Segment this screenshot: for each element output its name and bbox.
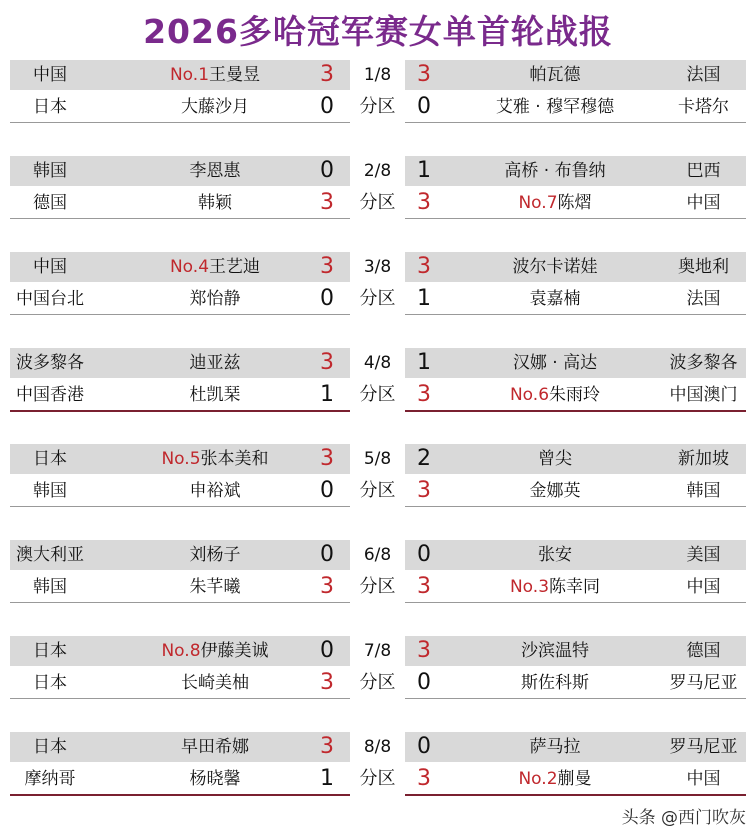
right-country: 美国: [686, 545, 721, 565]
section-label: 2/8: [363, 161, 392, 181]
left-name: 长崎美柚: [181, 673, 249, 693]
right-score: 0: [417, 542, 431, 567]
left-score: 3: [320, 670, 334, 695]
right-seed: No.7: [518, 193, 558, 213]
left-seed: No.5: [161, 449, 201, 469]
right-country: 法国: [686, 289, 721, 309]
left-player-name: [110, 444, 320, 474]
left-country: 日本: [33, 737, 67, 757]
match-group: [10, 156, 746, 220]
right-player: [405, 572, 746, 603]
left-player: [10, 284, 350, 315]
right-country: 德国: [686, 641, 721, 661]
left-seed: No.1: [169, 65, 210, 85]
left-country: 中国: [33, 65, 67, 85]
zone-label: 分区: [359, 96, 396, 117]
left-name: 早田希娜: [181, 737, 249, 757]
left-player-name: [110, 188, 320, 218]
left-player-name: [110, 732, 320, 762]
section-label: 7/8: [363, 641, 392, 661]
right-country: 新加坡: [678, 449, 729, 469]
left-name: 杜凯琹: [189, 385, 241, 405]
right-country: 罗马尼亚: [669, 737, 738, 757]
right-name: 蒯曼: [557, 769, 592, 789]
right-player: [405, 444, 746, 474]
left-player-name: [110, 764, 320, 794]
page-title: 2026多哈冠军赛女单首轮战报: [143, 12, 613, 51]
left-country: 日本: [33, 97, 67, 117]
right-player: [405, 348, 746, 378]
section-label: 4/8: [363, 353, 392, 373]
right-seed: No.6: [509, 385, 550, 405]
left-name: 韩颖: [198, 193, 232, 213]
left-name: 王曼昱: [209, 65, 261, 85]
right-country: 奥地利: [678, 257, 729, 277]
right-score: 3: [417, 574, 431, 599]
zone-label: 分区: [359, 384, 396, 405]
right-name: 帕瓦德: [529, 65, 581, 85]
left-player: [10, 668, 350, 699]
right-name: 陈熠: [557, 193, 592, 213]
right-score: 3: [417, 382, 431, 407]
left-player: [10, 540, 350, 570]
left-name: 郑怡静: [189, 289, 241, 309]
match-row: [10, 348, 746, 380]
zone-label: 分区: [359, 672, 396, 693]
match-row: [10, 60, 746, 92]
left-country: 韩国: [33, 161, 67, 181]
match-group: [10, 732, 746, 796]
left-name: 李恩惠: [189, 161, 241, 181]
section-label: 6/8: [363, 545, 392, 565]
left-score: 3: [320, 574, 334, 599]
right-player-name: [445, 156, 665, 186]
right-player-name: [445, 380, 665, 410]
left-score: 0: [320, 94, 334, 119]
right-player-name: [445, 348, 665, 378]
right-player-name: [445, 732, 665, 762]
right-score: 3: [417, 638, 431, 663]
right-player: [405, 188, 746, 219]
right-country: 中国: [686, 769, 721, 789]
left-score: 0: [320, 638, 334, 663]
left-player: [10, 252, 350, 282]
left-score: 3: [320, 446, 334, 471]
right-name: 汉娜 · 高达: [512, 353, 598, 373]
left-player: [10, 444, 350, 474]
right-score: 0: [417, 94, 431, 119]
match-group: [10, 444, 746, 508]
right-score: 3: [417, 190, 431, 215]
match-row: [10, 92, 746, 124]
left-score: 0: [320, 158, 334, 183]
right-score: 2: [417, 446, 431, 471]
right-score: 1: [417, 350, 431, 375]
right-player: [405, 380, 746, 412]
right-score: 0: [417, 734, 431, 759]
right-player: [405, 60, 746, 90]
left-player: [10, 380, 350, 412]
left-country: 摩纳哥: [24, 769, 76, 789]
left-player-name: [110, 476, 320, 506]
right-player: [405, 636, 746, 666]
right-player-name: [445, 668, 665, 698]
right-country: 巴西: [686, 161, 721, 181]
left-player-name: [110, 92, 320, 122]
right-country: 法国: [686, 65, 721, 85]
left-score: 0: [320, 542, 334, 567]
match-row: [10, 380, 746, 412]
left-player: [10, 60, 350, 90]
left-name: 张本美和: [200, 449, 269, 469]
right-country: 卡塔尔: [678, 97, 729, 117]
match-row: [10, 476, 746, 508]
right-player: [405, 92, 746, 123]
right-score: 1: [417, 158, 431, 183]
left-player-name: [110, 284, 320, 314]
left-score: 1: [320, 382, 334, 407]
right-score: 3: [417, 766, 431, 791]
right-player-name: [445, 540, 665, 570]
left-player: [10, 156, 350, 186]
left-score: 1: [320, 766, 334, 791]
match-row: [10, 668, 746, 700]
left-country: 中国香港: [16, 385, 84, 405]
right-name: 陈幸同: [549, 577, 601, 597]
right-player: [405, 156, 746, 186]
left-seed: No.8: [161, 641, 201, 661]
left-player-name: [110, 252, 320, 282]
left-player: [10, 764, 350, 796]
right-player: [405, 476, 746, 507]
left-country: 日本: [33, 673, 67, 693]
right-name: 斯佐科斯: [521, 673, 589, 693]
left-player-name: [110, 540, 320, 570]
right-name: 金娜英: [529, 481, 581, 501]
left-score: 0: [320, 478, 334, 503]
left-name: 刘杨子: [189, 545, 241, 565]
right-country: 波多黎各: [669, 353, 738, 373]
right-player: [405, 732, 746, 762]
left-name: 杨晓馨: [189, 769, 241, 789]
left-name: 王艺迪: [209, 257, 261, 277]
left-seed: No.4: [169, 257, 210, 277]
right-player-name: [445, 476, 665, 506]
zone-label: 分区: [359, 768, 396, 789]
left-name: 伊藤美诚: [200, 641, 269, 661]
left-country: 日本: [33, 641, 67, 661]
right-player: [405, 540, 746, 570]
match-row: [10, 540, 746, 572]
section-label: 1/8: [363, 65, 392, 85]
match-row: [10, 284, 746, 316]
match-row: [10, 732, 746, 764]
left-player-name: [110, 380, 320, 410]
right-player-name: [445, 444, 665, 474]
right-name: 波尔卡诺娃: [512, 257, 598, 277]
right-name: 张安: [538, 545, 572, 565]
right-score: 3: [417, 62, 431, 87]
left-country: 韩国: [33, 577, 67, 597]
watermark-credit: 头条 @西门吹灰: [621, 808, 746, 828]
right-country: 韩国: [686, 481, 721, 501]
right-player-name: [445, 764, 665, 794]
left-country: 澳大利亚: [16, 545, 84, 565]
right-player-name: [445, 572, 665, 602]
left-country: 日本: [33, 449, 67, 469]
left-player: [10, 92, 350, 123]
right-name: 沙滨温特: [521, 641, 589, 661]
left-name: 申裕斌: [189, 481, 241, 501]
match-group: [10, 348, 746, 412]
match-group: [10, 252, 746, 316]
left-player-name: [110, 636, 320, 666]
left-score: 3: [320, 350, 334, 375]
match-row: [10, 764, 746, 796]
right-player: [405, 764, 746, 796]
left-player: [10, 732, 350, 762]
right-seed: No.3: [509, 577, 550, 597]
right-name: 高桥 · 布鲁纳: [504, 161, 606, 181]
match-row: [10, 444, 746, 476]
right-name: 曾尖: [538, 449, 572, 469]
right-player-name: [445, 92, 665, 122]
right-score: 1: [417, 286, 431, 311]
left-player: [10, 476, 350, 507]
section-label: 3/8: [363, 257, 392, 277]
right-country: 中国澳门: [669, 385, 738, 405]
match-row: [10, 188, 746, 220]
left-score: 3: [320, 62, 334, 87]
left-player: [10, 188, 350, 219]
left-country: 中国: [33, 257, 67, 277]
left-score: 3: [320, 190, 334, 215]
left-score: 3: [320, 734, 334, 759]
left-player-name: [110, 348, 320, 378]
left-player: [10, 572, 350, 603]
right-player: [405, 284, 746, 315]
left-score: 3: [320, 254, 334, 279]
right-player-name: [445, 284, 665, 314]
left-name: 大藤沙月: [181, 97, 249, 117]
right-country: 中国: [686, 577, 721, 597]
match-group: [10, 60, 746, 124]
right-name: 朱雨玲: [549, 385, 601, 405]
left-player-name: [110, 668, 320, 698]
match-row: [10, 636, 746, 668]
right-player: [405, 668, 746, 699]
match-row: [10, 572, 746, 604]
right-country: 中国: [686, 193, 721, 213]
left-player-name: [110, 572, 320, 602]
left-player: [10, 636, 350, 666]
zone-label: 分区: [359, 288, 396, 309]
section-label: 8/8: [363, 737, 392, 757]
left-player-name: [110, 60, 320, 90]
right-player-name: [445, 252, 665, 282]
right-name: 袁嘉楠: [529, 289, 581, 309]
match-row: [10, 156, 746, 188]
left-name: 迪亚兹: [189, 353, 241, 373]
zone-label: 分区: [359, 480, 396, 501]
right-country: 罗马尼亚: [669, 673, 738, 693]
left-score: 0: [320, 286, 334, 311]
left-name: 朱芊曦: [189, 577, 241, 597]
left-country: 波多黎各: [16, 353, 84, 373]
right-player: [405, 252, 746, 282]
right-score: 3: [417, 478, 431, 503]
left-player-name: [110, 156, 320, 186]
match-group: [10, 540, 746, 604]
right-name: 萨马拉: [529, 737, 581, 757]
left-player: [10, 348, 350, 378]
right-player-name: [445, 60, 665, 90]
left-country: 中国台北: [16, 289, 84, 309]
right-seed: No.2: [518, 769, 558, 789]
zone-label: 分区: [359, 576, 396, 597]
right-score: 3: [417, 254, 431, 279]
right-score: 0: [417, 670, 431, 695]
match-group: [10, 636, 746, 700]
left-country: 德国: [33, 193, 67, 213]
right-name: 艾雅 · 穆罕穆德: [495, 97, 615, 117]
section-label: 5/8: [363, 449, 392, 469]
zone-label: 分区: [359, 192, 396, 213]
right-player-name: [445, 188, 665, 218]
match-row: [10, 252, 746, 284]
left-country: 韩国: [33, 481, 67, 501]
right-player-name: [445, 636, 665, 666]
